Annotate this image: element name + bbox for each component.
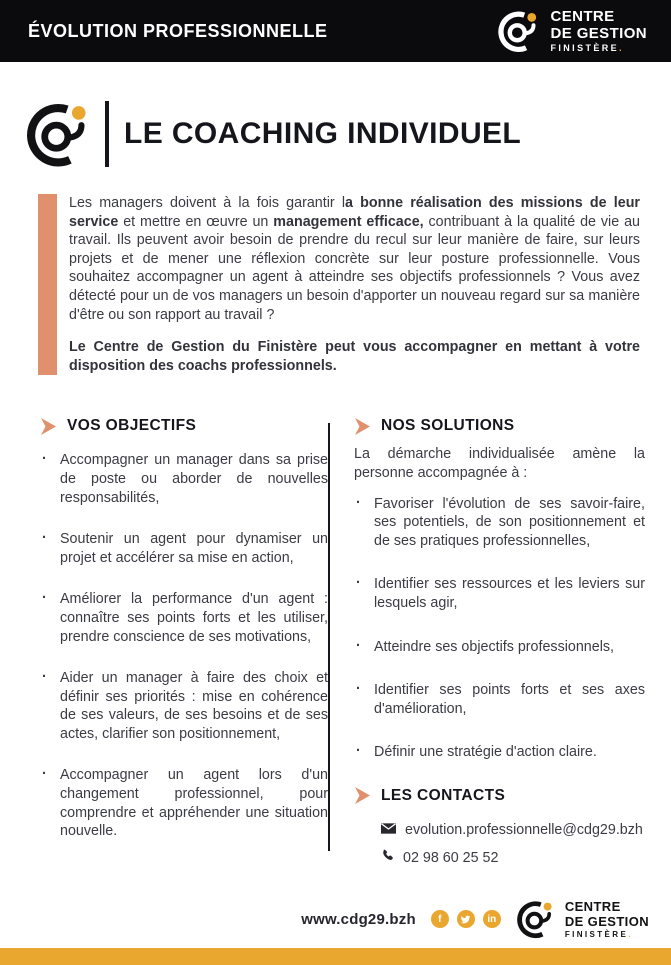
list-item: · Définir une stratégie d'action claire. xyxy=(354,743,645,762)
list-item: · Accompagner un agent lors d'un changement professionnel, pour comprendre et appréhender une situation nouvelle. xyxy=(40,766,328,840)
contacts-heading-row xyxy=(354,787,645,805)
intro-paragraph-1: Les managers doivent à la fois garantir la bonne réalisation des missions de leur service et mettre en œuvre un management efficace, contribuant à la qualité de vie au travail. Ils peuvent avoir besoin de prendre du recul sur leur manière de faire, sur leurs projets et de mener une réflexion concrète sur leur posture professionnelle. Vous souhaitez accompagner un agent à atteindre ses objectifs professionnels ? Vous avez détecté pour un de vos managers un besoin d'apporter un nouveau regard sur sa manière d'être ou son rapport au travail ? xyxy=(69,195,640,323)
brand-text xyxy=(550,9,647,53)
facebook-icon[interactable]: f xyxy=(431,910,449,928)
contact-email[interactable]: evolution.professionnelle@cdg29.bzh xyxy=(405,821,643,838)
solutions-column xyxy=(330,417,645,877)
social-links xyxy=(431,910,501,928)
arrow-icon xyxy=(40,418,57,435)
cdg-logo-mark-icon xyxy=(25,98,93,170)
header-bar xyxy=(0,0,671,62)
contact-phone[interactable]: 02 98 60 25 52 xyxy=(403,849,499,866)
footer-brand-text xyxy=(565,900,649,939)
phone-icon xyxy=(381,849,394,867)
columns-section xyxy=(40,417,645,877)
website-link[interactable]: www.cdg29.bzh xyxy=(301,910,416,928)
contacts-heading: LES CONTACTS xyxy=(381,786,506,804)
arrow-icon xyxy=(354,418,371,435)
list-item: · Aider un manager à faire des choix et définir ses priorités : mise en cohérence de ses valeurs, de ses besoins et de ses actes, clarifier son positionnement, xyxy=(40,669,328,743)
objectives-column xyxy=(40,417,328,877)
list-item: · Identifier ses points forts et ses axes d'amélioration, xyxy=(354,681,645,718)
brand-region-dot: . xyxy=(628,929,633,939)
email-row xyxy=(381,821,645,839)
title-separator xyxy=(105,101,109,167)
intro-accent-bar xyxy=(38,194,57,375)
list-item: · Identifier ses ressources et les leviers sur lesquels agir, xyxy=(354,575,645,612)
footer xyxy=(301,899,649,939)
contacts-section xyxy=(354,787,645,867)
objectives-heading-row xyxy=(40,417,328,435)
footer-brand-logo xyxy=(516,899,649,939)
linkedin-icon[interactable]: in xyxy=(483,910,501,928)
brand-line2: DE GESTION xyxy=(550,25,647,42)
header-title: ÉVOLUTION PROFESSIONNELLE xyxy=(28,20,328,41)
intro-text xyxy=(57,194,640,375)
brand-line2: DE GESTION xyxy=(564,913,649,929)
list-item: · Accompagner un manager dans sa prise de poste ou aborder de nouvelles responsabilités, xyxy=(40,451,328,507)
brand-region-dot: . xyxy=(619,43,624,53)
list-item: · Atteindre ses objectifs professionnels, xyxy=(354,638,645,657)
header-brand-logo xyxy=(497,9,647,53)
envelope-icon xyxy=(381,821,396,839)
solutions-intro: La démarche individualisée amène la personne accompagnée à : xyxy=(354,446,645,481)
solutions-list xyxy=(354,495,645,762)
cdg-logo-mark-icon xyxy=(497,9,541,53)
list-item: · Favoriser l'évolution de ses savoir-faire, ses potentiels, de son positionnement et de ses pratiques professionnelles, xyxy=(354,495,645,551)
phone-row xyxy=(381,849,645,867)
solutions-heading: NOS SOLUTIONS xyxy=(381,417,515,435)
list-item: · Améliorer la performance d'un agent : connaître ses points forts et les utiliser, prendre conscience de ses motivations, xyxy=(40,590,328,646)
twitter-icon[interactable] xyxy=(457,910,475,928)
brand-line1: CENTRE xyxy=(564,898,621,914)
cdg-logo-mark-icon xyxy=(516,899,556,939)
arrow-icon xyxy=(354,787,371,804)
solutions-heading-row xyxy=(354,417,645,435)
brand-line1: CENTRE xyxy=(550,8,615,25)
contact-rows xyxy=(354,821,645,867)
title-row xyxy=(25,98,671,170)
list-item: · Soutenir un agent pour dynamiser un projet et accélérer sa mise en action, xyxy=(40,530,328,567)
intro-section xyxy=(38,194,640,375)
brand-region: FINISTÈRE. xyxy=(550,43,624,53)
page-title: LE COACHING INDIVIDUEL xyxy=(124,117,522,150)
brand-region: FINISTÈRE. xyxy=(564,929,633,939)
intro-paragraph-2: Le Centre de Gestion du Finistère peut vous accompagner en mettant à votre disposition des coachs professionnels. xyxy=(69,339,640,374)
bottom-accent-bar xyxy=(0,948,671,965)
objectives-heading: VOS OBJECTIFS xyxy=(67,417,197,435)
objectives-list xyxy=(40,451,328,841)
